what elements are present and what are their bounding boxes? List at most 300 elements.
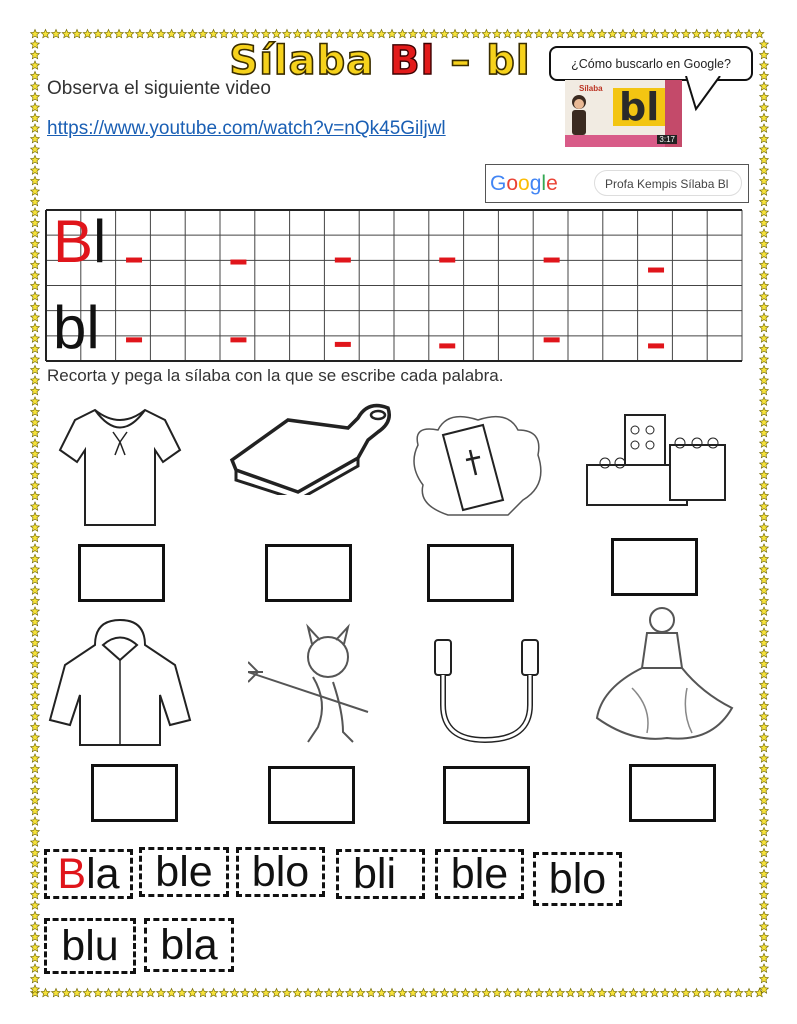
border-star: [31, 712, 40, 720]
border-star: [31, 166, 40, 174]
grid-lower-label: bl: [53, 294, 100, 361]
border-star: [760, 523, 769, 531]
answer-box-8[interactable]: [629, 764, 716, 822]
border-star: [482, 988, 491, 996]
cable-image: [430, 635, 545, 750]
border-star: [31, 439, 40, 447]
border-star: [760, 460, 769, 468]
border-star: [31, 607, 40, 615]
border-star: [760, 355, 769, 363]
border-star: [566, 988, 575, 996]
border-star: [31, 302, 40, 310]
border-star: [31, 680, 40, 688]
border-star: [556, 988, 565, 996]
border-star: [31, 334, 40, 342]
border-star: [31, 859, 40, 867]
border-star: [577, 29, 586, 37]
border-star: [83, 988, 92, 996]
red-dash: [126, 337, 142, 342]
border-star: [760, 880, 769, 888]
border-star: [556, 29, 565, 37]
border-star: [692, 29, 701, 37]
border-star: [760, 376, 769, 384]
border-star: [314, 988, 323, 996]
border-star: [760, 155, 769, 163]
border-star: [31, 428, 40, 436]
thumb-duration: 3:17: [659, 135, 675, 144]
bubble-text: ¿Cómo buscarlo en Google?: [571, 56, 731, 71]
border-star: [283, 988, 292, 996]
border-star: [272, 988, 281, 996]
border-star: [293, 29, 302, 37]
border-star: [346, 29, 355, 37]
border-star: [461, 988, 470, 996]
border-star: [760, 932, 769, 940]
border-star: [760, 386, 769, 394]
border-star: [482, 29, 491, 37]
border-star: [31, 890, 40, 898]
border-star: [367, 988, 376, 996]
red-dash: [230, 260, 246, 265]
border-star: [472, 29, 481, 37]
border-star: [760, 145, 769, 153]
border-star: [682, 988, 691, 996]
border-star: [760, 806, 769, 814]
border-star: [760, 82, 769, 90]
border-star: [760, 890, 769, 898]
border-star: [472, 988, 481, 996]
border-star: [31, 397, 40, 405]
google-search-image: [485, 164, 749, 203]
border-star: [760, 134, 769, 142]
border-star: [760, 554, 769, 562]
border-star: [31, 407, 40, 415]
border-star: [125, 29, 134, 37]
red-dash: [335, 258, 351, 263]
border-star: [136, 988, 145, 996]
border-star: [283, 29, 292, 37]
border-star: [760, 565, 769, 573]
answer-box-2[interactable]: [265, 544, 352, 602]
border-star: [760, 722, 769, 730]
border-star: [760, 103, 769, 111]
border-star: [31, 911, 40, 919]
border-star: [650, 29, 659, 37]
border-star: [760, 292, 769, 300]
border-star: [760, 449, 769, 457]
border-star: [577, 988, 586, 996]
border-star: [31, 691, 40, 699]
border-star: [760, 407, 769, 415]
border-star: [760, 785, 769, 793]
answer-box-1[interactable]: [78, 544, 165, 602]
border-star: [31, 901, 40, 909]
border-star: [430, 29, 439, 37]
red-dash: [544, 337, 560, 342]
border-star: [760, 544, 769, 552]
border-star: [167, 29, 176, 37]
red-dash: [544, 258, 560, 263]
border-star: [760, 40, 769, 48]
border-star: [619, 29, 628, 37]
border-star: [73, 988, 82, 996]
border-star: [325, 988, 334, 996]
border-star: [524, 988, 533, 996]
border-star: [377, 29, 386, 37]
syllable-chip[interactable]: blo: [533, 852, 622, 906]
border-star: [535, 29, 544, 37]
border-star: [104, 29, 113, 37]
border-star: [493, 29, 502, 37]
border-star: [31, 502, 40, 510]
border-star: [31, 449, 40, 457]
border-star: [760, 92, 769, 100]
border-star: [451, 988, 460, 996]
border-star: [608, 29, 617, 37]
syllable-chip[interactable]: B la: [44, 849, 133, 899]
video-link[interactable]: https://www.youtube.com/watch?v=nQk45Giljwl: [47, 118, 446, 139]
border-star: [31, 187, 40, 195]
border-star: [31, 323, 40, 331]
border-star: [220, 29, 229, 37]
bubble-tail: [680, 76, 740, 116]
border-star: [760, 502, 769, 510]
border-star: [760, 628, 769, 636]
border-star: [760, 176, 769, 184]
border-star: [31, 491, 40, 499]
border-star: [545, 988, 554, 996]
border-star: [760, 901, 769, 909]
border-star: [31, 764, 40, 772]
border-star: [31, 596, 40, 604]
border-star: [31, 92, 40, 100]
border-star: [335, 29, 344, 37]
syllable-chip[interactable]: bla: [144, 918, 234, 972]
border-star: [31, 953, 40, 961]
border-star: [241, 988, 250, 996]
border-star: [760, 953, 769, 961]
border-star: [760, 491, 769, 499]
border-star: [608, 988, 617, 996]
border-star: [760, 313, 769, 321]
border-star: [760, 166, 769, 174]
border-star: [598, 29, 607, 37]
border-star: [62, 988, 71, 996]
border-star: [760, 817, 769, 825]
border-star: [661, 988, 670, 996]
border-star: [461, 29, 470, 37]
border-star: [760, 113, 769, 121]
cut-paste-instruction: Recorta y pega la sílaba con la que se escribe cada palabra.: [47, 366, 504, 385]
snow-white-image: [592, 598, 737, 748]
red-dash: [648, 343, 664, 348]
border-star: [251, 29, 260, 37]
border-star: [440, 988, 449, 996]
border-star: [713, 29, 722, 37]
border-star: [398, 988, 407, 996]
border-star: [703, 29, 712, 37]
border-star: [346, 988, 355, 996]
border-star: [31, 775, 40, 783]
border-star: [31, 943, 40, 951]
border-star: [199, 988, 208, 996]
border-star: [650, 988, 659, 996]
border-star: [199, 29, 208, 37]
border-star: [734, 29, 743, 37]
border-star: [760, 712, 769, 720]
border-star: [31, 376, 40, 384]
bible-image: [408, 405, 548, 520]
border-star: [745, 988, 754, 996]
border-star: [220, 988, 229, 996]
border-star: [304, 29, 313, 37]
border-star: [760, 124, 769, 132]
border-star: [451, 29, 460, 37]
border-star: [31, 355, 40, 363]
border-star: [760, 218, 769, 226]
border-star: [314, 29, 323, 37]
border-star: [146, 988, 155, 996]
border-star: [31, 932, 40, 940]
border-star: [760, 250, 769, 258]
border-star: [31, 575, 40, 583]
border-star: [760, 617, 769, 625]
border-star: [760, 827, 769, 835]
border-star: [760, 302, 769, 310]
border-star: [31, 806, 40, 814]
thumb-small-label: Sílaba: [579, 84, 603, 93]
jacket-image: [45, 615, 195, 750]
answer-box-5[interactable]: [91, 764, 178, 822]
border-star: [41, 988, 50, 996]
video-thumbnail[interactable]: [565, 80, 682, 147]
border-star: [503, 988, 512, 996]
syllable-chip[interactable]: ble: [435, 849, 524, 899]
border-star: [146, 29, 155, 37]
border-star: [713, 988, 722, 996]
border-star: [31, 544, 40, 552]
border-star: [31, 344, 40, 352]
border-star: [31, 29, 40, 37]
border-star: [94, 29, 103, 37]
border-star: [503, 29, 512, 37]
grid-upper-label: Bl: [53, 208, 107, 275]
border-star: [293, 988, 302, 996]
border-star: [760, 586, 769, 594]
border-star: [760, 229, 769, 237]
border-star: [760, 680, 769, 688]
border-star: [31, 218, 40, 226]
border-star: [419, 988, 428, 996]
border-star: [682, 29, 691, 37]
border-star: [419, 29, 428, 37]
border-star: [760, 596, 769, 604]
border-star: [388, 29, 397, 37]
border-star: [31, 229, 40, 237]
border-star: [31, 827, 40, 835]
border-star: [760, 281, 769, 289]
border-star: [31, 701, 40, 709]
syllable-chip[interactable]: bli: [336, 849, 425, 899]
border-star: [724, 29, 733, 37]
border-star: [760, 239, 769, 247]
border-star: [760, 344, 769, 352]
border-star: [31, 460, 40, 468]
border-star: [31, 386, 40, 394]
border-star: [671, 29, 680, 37]
border-star: [760, 61, 769, 69]
border-star: [31, 512, 40, 520]
border-star: [377, 988, 386, 996]
red-dash: [439, 258, 455, 263]
border-star: [31, 418, 40, 426]
border-star: [52, 988, 61, 996]
border-star: [760, 659, 769, 667]
border-star: [125, 988, 134, 996]
border-star: [724, 988, 733, 996]
border-star: [52, 29, 61, 37]
border-star: [31, 134, 40, 142]
border-star: [760, 428, 769, 436]
border-star: [178, 29, 187, 37]
border-star: [640, 988, 649, 996]
border-star: [94, 988, 103, 996]
border-star: [760, 607, 769, 615]
border-star: [31, 176, 40, 184]
border-star: [760, 691, 769, 699]
syllable-chip[interactable]: ble: [139, 847, 229, 897]
border-star: [31, 964, 40, 972]
syllable-chip[interactable]: blo: [236, 847, 325, 897]
border-star: [115, 29, 124, 37]
border-star: [760, 733, 769, 741]
border-star: [587, 29, 596, 37]
border-star: [31, 124, 40, 132]
border-star: [62, 29, 71, 37]
answer-box-7[interactable]: [443, 766, 530, 824]
answer-box-4[interactable]: [611, 538, 698, 596]
border-star: [760, 974, 769, 982]
red-dash: [439, 343, 455, 348]
border-star: [31, 260, 40, 268]
border-star: [493, 988, 502, 996]
border-star: [31, 313, 40, 321]
border-star: [209, 29, 218, 37]
border-star: [760, 911, 769, 919]
border-star: [31, 817, 40, 825]
border-star: [136, 29, 145, 37]
border-star: [367, 29, 376, 37]
border-star: [31, 197, 40, 205]
border-star: [640, 29, 649, 37]
border-star: [440, 29, 449, 37]
border-star: [230, 988, 239, 996]
border-star: [760, 649, 769, 657]
border-star: [31, 838, 40, 846]
border-star: [31, 880, 40, 888]
border-star: [619, 988, 628, 996]
border-star: [83, 29, 92, 37]
google-logo: Google: [490, 172, 558, 195]
border-star: [31, 974, 40, 982]
border-star: [31, 869, 40, 877]
border-star: [760, 334, 769, 342]
border-star: [262, 988, 271, 996]
syllable-chip[interactable]: blu: [44, 918, 136, 974]
border-star: [31, 113, 40, 121]
border-star: [188, 29, 197, 37]
border-star: [241, 29, 250, 37]
answer-box-6[interactable]: [268, 766, 355, 824]
border-star: [760, 743, 769, 751]
border-star: [31, 365, 40, 373]
border-star: [31, 733, 40, 741]
border-star: [388, 988, 397, 996]
border-star: [514, 988, 523, 996]
border-star: [31, 785, 40, 793]
border-star: [31, 659, 40, 667]
border-star: [188, 988, 197, 996]
border-star: [430, 988, 439, 996]
border-star: [251, 988, 260, 996]
border-star: [629, 988, 638, 996]
border-star: [31, 796, 40, 804]
google-query: Profa Kempis Sílaba Bl: [594, 170, 742, 196]
border-star: [167, 988, 176, 996]
border-star: [272, 29, 281, 37]
border-star: [545, 29, 554, 37]
border-star: [760, 512, 769, 520]
border-star: [760, 754, 769, 762]
border-star: [760, 365, 769, 373]
border-star: [356, 29, 365, 37]
border-star: [31, 533, 40, 541]
red-dash: [648, 268, 664, 273]
border-star: [760, 533, 769, 541]
practice-grid: [44, 209, 744, 363]
border-star: [760, 208, 769, 216]
border-star: [209, 988, 218, 996]
border-star: [31, 638, 40, 646]
answer-box-3[interactable]: [427, 544, 514, 602]
border-star: [760, 638, 769, 646]
border-star: [157, 988, 166, 996]
border-star: [31, 281, 40, 289]
border-star: [31, 670, 40, 678]
border-star: [398, 29, 407, 37]
border-star: [31, 208, 40, 216]
border-star: [262, 29, 271, 37]
border-star: [31, 565, 40, 573]
border-star: [31, 470, 40, 478]
border-star: [304, 988, 313, 996]
border-star: [356, 988, 365, 996]
border-star: [760, 418, 769, 426]
border-star: [31, 722, 40, 730]
border-star: [31, 250, 40, 258]
border-star: [31, 239, 40, 247]
border-star: [409, 29, 418, 37]
border-star: [514, 29, 523, 37]
border-star: [760, 323, 769, 331]
border-star: [760, 859, 769, 867]
border-star: [760, 943, 769, 951]
border-star: [335, 988, 344, 996]
border-star: [409, 988, 418, 996]
border-star: [178, 988, 187, 996]
border-star: [745, 29, 754, 37]
border-star: [760, 187, 769, 195]
